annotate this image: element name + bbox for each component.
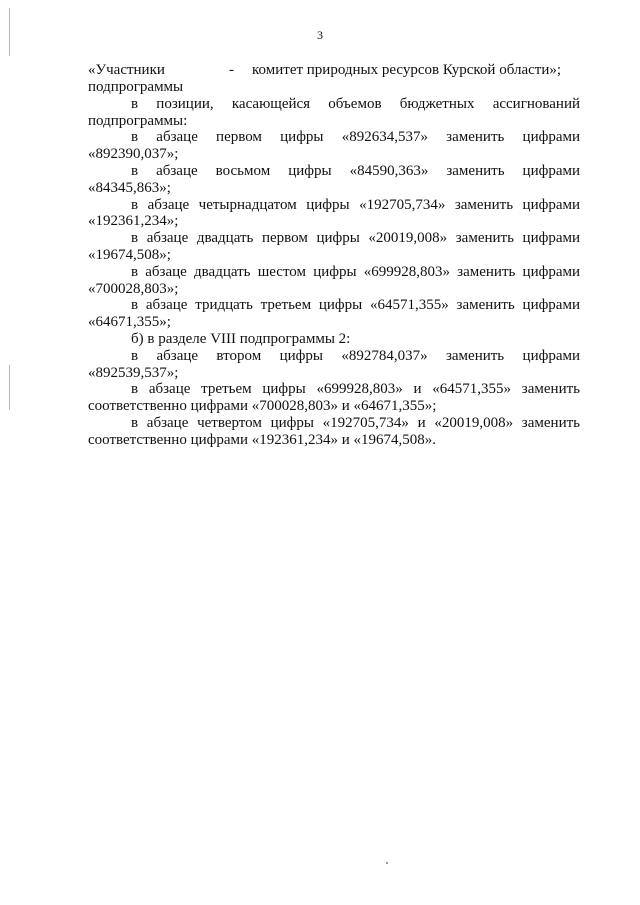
document-body	[88, 62, 580, 449]
text-line: «892539,537»;	[88, 364, 179, 381]
text-line: «192361,234»;	[88, 213, 179, 230]
text-line: в абзаце тридцать третьем цифры «64571,355» заменить цифрами	[131, 297, 580, 314]
text-line: «19674,508»;	[88, 246, 171, 263]
participants-label: «Участники	[88, 62, 165, 78]
text-line: соответственно цифрами «700028,803» и «64671,355»;	[88, 398, 437, 415]
scan-speck	[386, 862, 388, 864]
text-line: «84345,863»;	[88, 179, 171, 196]
text-line: б) в разделе VIII подпрограммы 2:	[131, 330, 351, 347]
participants-value: комитет природных ресурсов Курской области»;	[252, 62, 562, 78]
text-line: «700028,803»;	[88, 280, 179, 297]
text-line: в абзаце четвертом цифры «192705,734» и «20019,008» заменить	[131, 414, 580, 431]
text-line: «64671,355»;	[88, 314, 171, 331]
text-line: в абзаце втором цифры «892784,037» заменить цифрами	[131, 347, 580, 364]
participants-dash: -	[229, 62, 234, 78]
text-line: в абзаце двадцать первом цифры «20019,008» заменить цифрами	[131, 230, 580, 247]
text-line: в абзаце двадцать шестом цифры «699928,803» заменить цифрами	[131, 263, 580, 280]
text-line: в абзаце первом цифры «892634,537» заменить цифрами	[131, 129, 580, 146]
text-line: соответственно цифрами «192361,234» и «19674,508».	[88, 431, 437, 448]
text-line: в абзаце четырнадцатом цифры «192705,734» заменить цифрами	[131, 196, 580, 213]
page-number: 3	[317, 28, 323, 42]
text-line: подпрограммы:	[88, 112, 188, 129]
participants-row	[88, 62, 580, 79]
text-line: подпрограммы	[88, 79, 184, 95]
text-line: «892390,037»;	[88, 146, 179, 163]
text-line: в абзаце восьмом цифры «84590,363» заменить цифрами	[131, 162, 580, 179]
text-line: в позиции, касающейся объемов бюджетных ассигнований	[131, 95, 580, 112]
text-line: в абзаце третьем цифры «699928,803» и «64571,355» заменить	[131, 381, 580, 398]
scan-margin-line	[9, 365, 10, 410]
amendment-lines	[88, 79, 580, 449]
